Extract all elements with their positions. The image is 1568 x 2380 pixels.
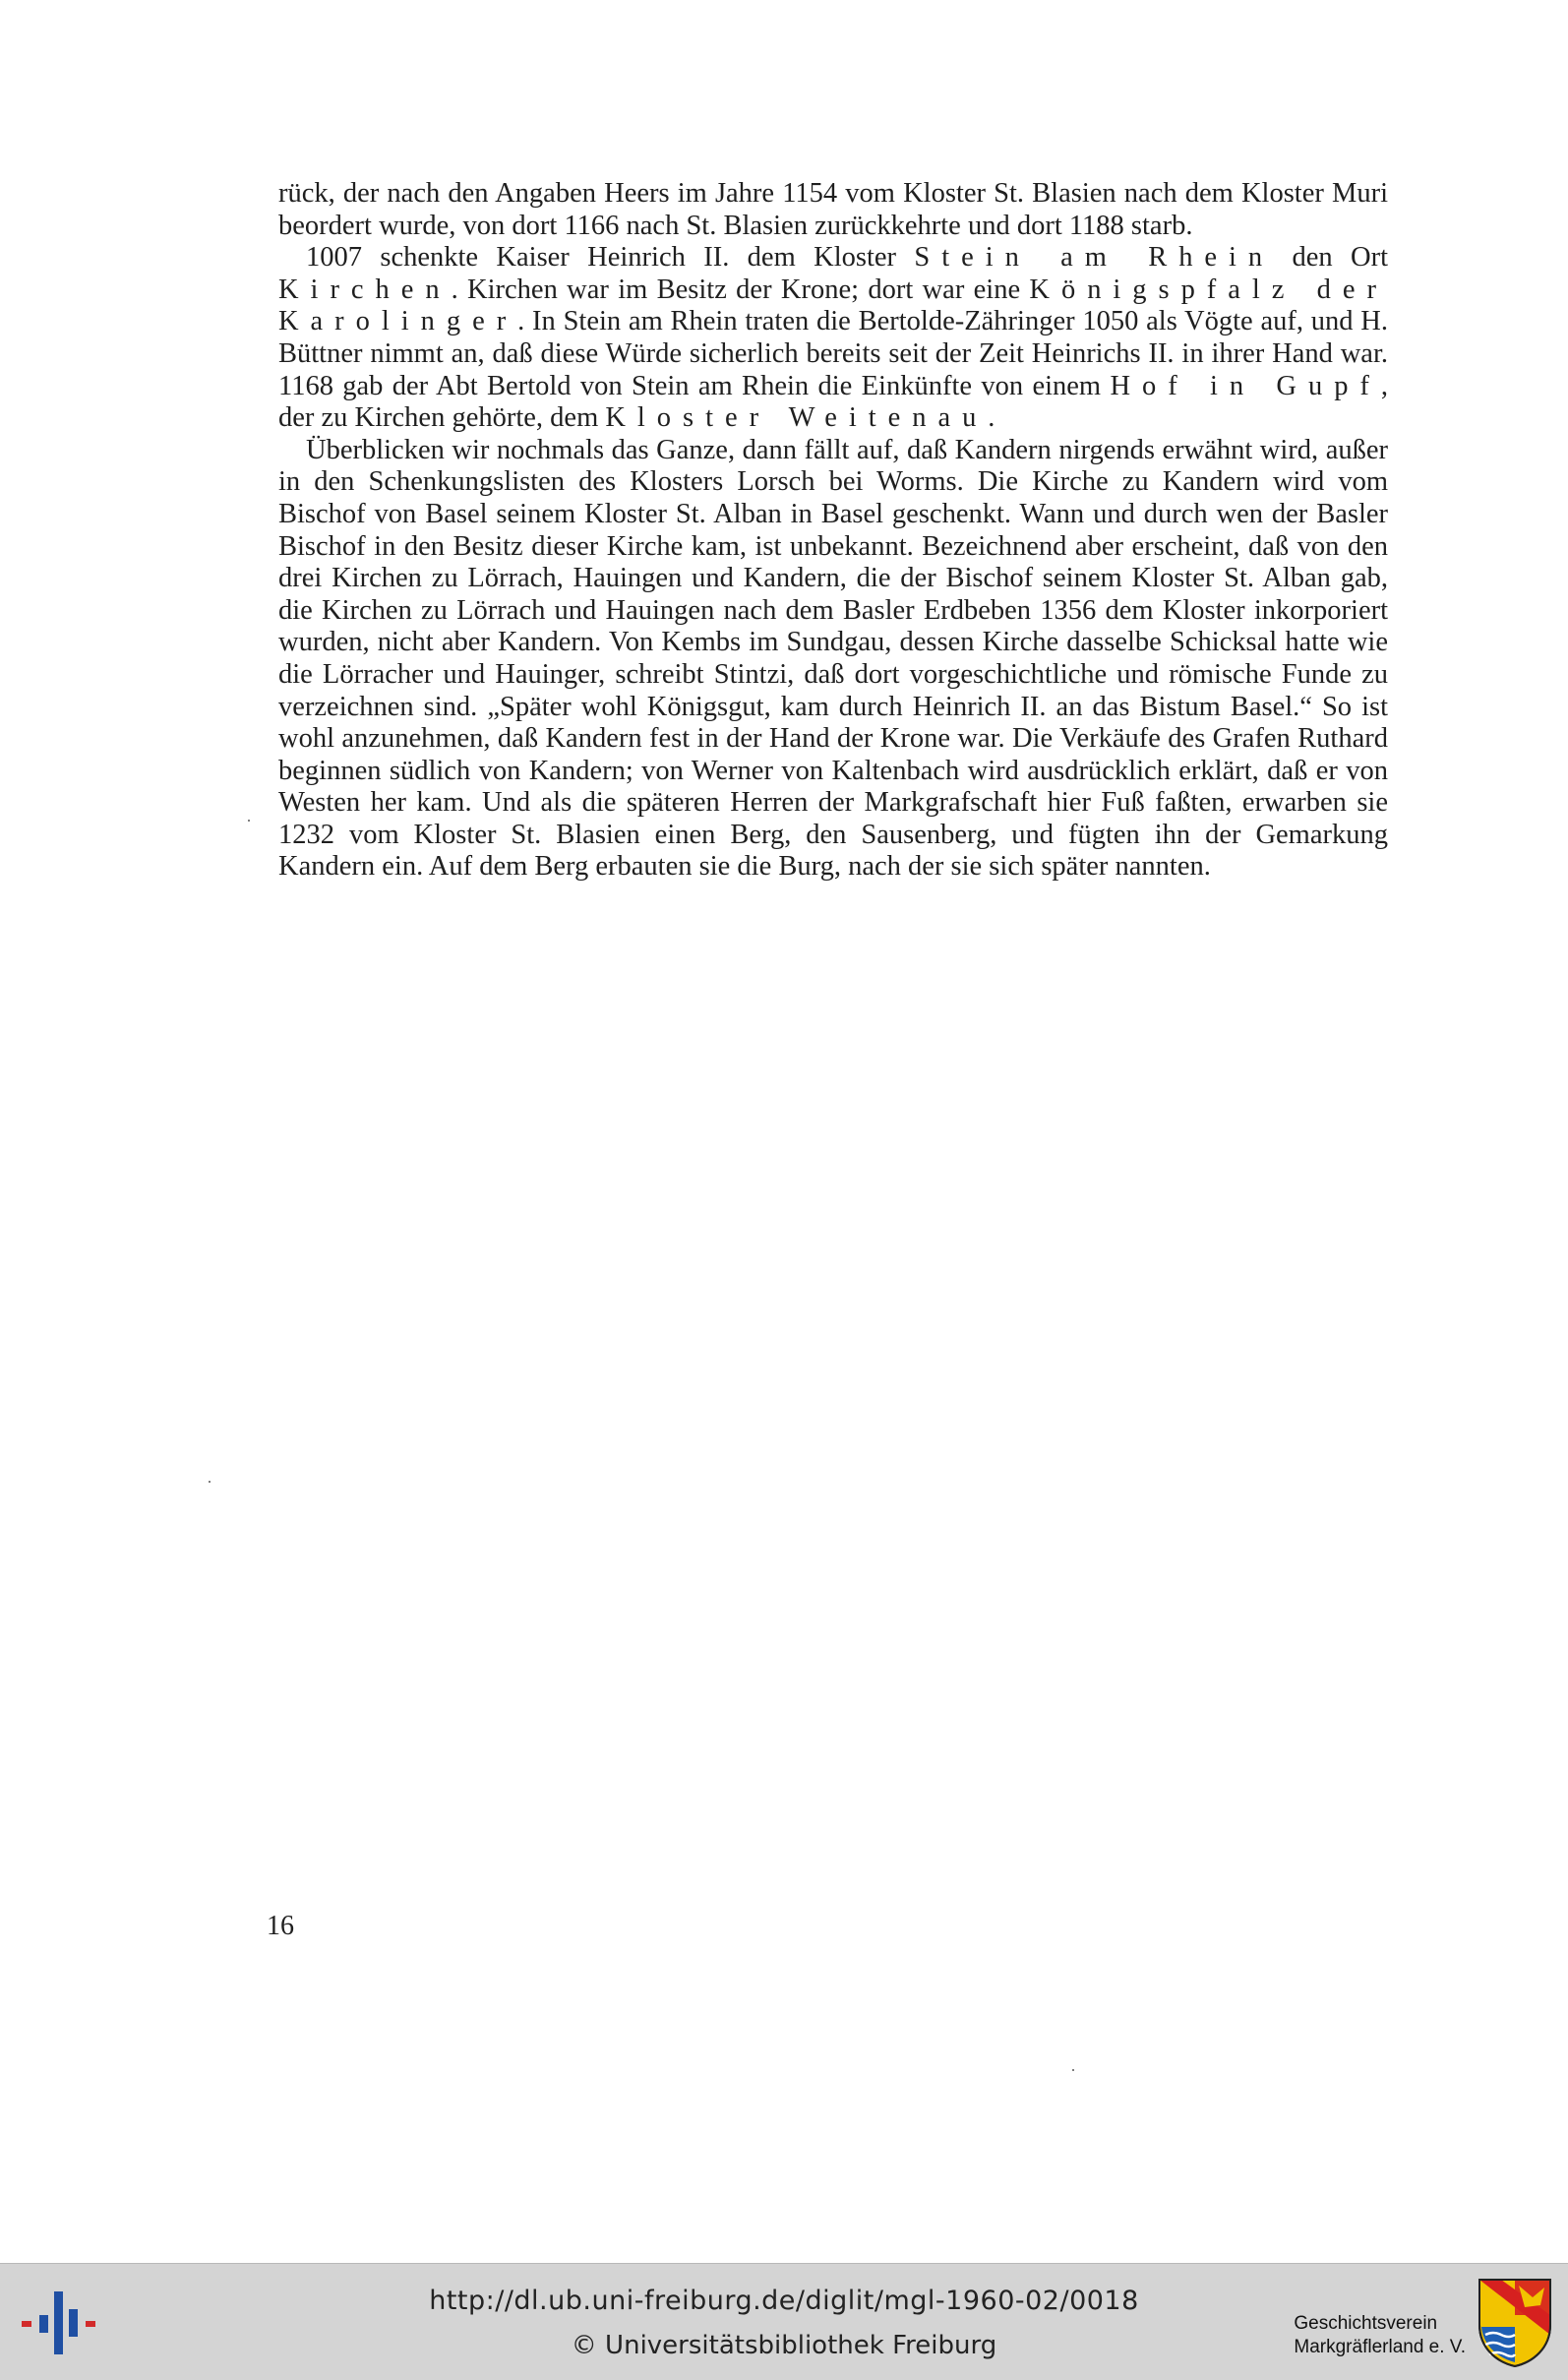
- document-url[interactable]: http://dl.ub.uni-freiburg.de/diglit/mgl-1960-02/0018: [429, 2286, 1139, 2316]
- paragraph-3: [278, 435, 1388, 884]
- spaced-emphasis: Kloster Weitenau: [605, 402, 989, 434]
- scan-speck: [248, 820, 250, 822]
- viewer-footer: [0, 2263, 1568, 2380]
- text-run: den Ort: [1274, 242, 1389, 274]
- society-name-line2: Markgräflerland e. V.: [1294, 2337, 1466, 2357]
- society-name-line1: Geschichtsverein: [1294, 2313, 1438, 2334]
- coat-of-arms-icon: [1476, 2276, 1554, 2368]
- text-run: rück, der nach den Angaben Heers im Jahre 1154 vom Kloster St. Blasien nach dem Kloster Muri beordert wurde, von dort 1166 nach St. Blasien zurückkehrte und dort 1188 starb.: [278, 178, 1388, 241]
- page-number: 16: [267, 1911, 294, 1941]
- paragraph-1: [278, 178, 1388, 242]
- spaced-emphasis: Hof in Gupf: [1110, 370, 1381, 401]
- society-name: [1294, 2312, 1466, 2359]
- text-run: 1007 schenkte Kaiser Heinrich II. dem Kloster: [306, 242, 915, 274]
- paragraph-2: [278, 242, 1388, 435]
- text-run: . Kirchen war im Besitz der Krone; dort war eine: [451, 274, 1030, 305]
- scan-speck: [209, 1481, 211, 1483]
- text-run: , der zu Kirchen gehörte, dem: [278, 370, 1389, 434]
- spaced-emphasis: Kirchen: [278, 274, 452, 305]
- copyright-notice: © Universitätsbibliothek Freiburg: [571, 2331, 997, 2360]
- scan-speck: [1072, 2069, 1074, 2071]
- spaced-emphasis: Stein am Rhein: [914, 242, 1275, 274]
- text-run: Überblicken wir nochmals das Ganze, dann fällt auf, daß Kandern nirgends erwähnt wird, außer in den Schenkungslisten des Klosters Lorsch bei Worms. Die Kirche zu Kandern wird vom Bischof von Basel seinem Kloster St. Alban in Basel geschenkt. Wann und durch wen der Basler Bischof in den Besitz dieser Kirche kam, ist unbekannt. Bezeichnend aber erscheint, daß von den drei Kirchen zu Lörrach, Hauingen und Kandern, die der Bischof seinem Kloster St. Alban gab, die Kirchen zu Lörrach und Hauingen nach dem Basler Erdbeben 1356 dem Kloster inkorporiert wurden, nicht aber Kandern. Von Kembs im Sundgau, dessen Kirche dasselbe Schicksal hatte wie die Lörracher und Hauinger, schreibt Stintzi, daß dort vorgeschichtliche und römische Funde zu verzeichnen sind. „Später wohl Königsgut, kam durch Heinrich II. an das Bistum Basel.“ So ist wohl anzunehmen, daß Kandern fest in der Hand der Krone war. Die Verkäufe des Grafen Ruthard beginnen südlich von Kandern; von Werner von Kaltenbach wird ausdrücklich erklärt, daß er von Westen her kam. Und als die späteren Herren der Markgrafschaft hier Fuß faßten, erwarben sie 1232 vom Kloster St. Blasien einen Berg, den Sausenberg, und fügten ihn der Gemarkung Kandern ein. Auf dem Berg erbauten sie die Burg, nach der sie sich später nannten.: [278, 434, 1388, 883]
- body-text: [278, 178, 1388, 884]
- text-run: .: [988, 402, 995, 434]
- text-run: . In Stein am Rhein traten die Bertolde-Zähringer 1050 als Vögte auf, und H. Büttner nimmt an, daß diese Würde sicherlich bereits seit der Zeit Heinrichs II. in ihrer Hand war. 1168 gab der Abt Bertold von Stein am Rhein die Einkünfte von einem: [278, 306, 1388, 401]
- spaced-emphasis: Königspfalz der Karolinger: [278, 274, 1388, 337]
